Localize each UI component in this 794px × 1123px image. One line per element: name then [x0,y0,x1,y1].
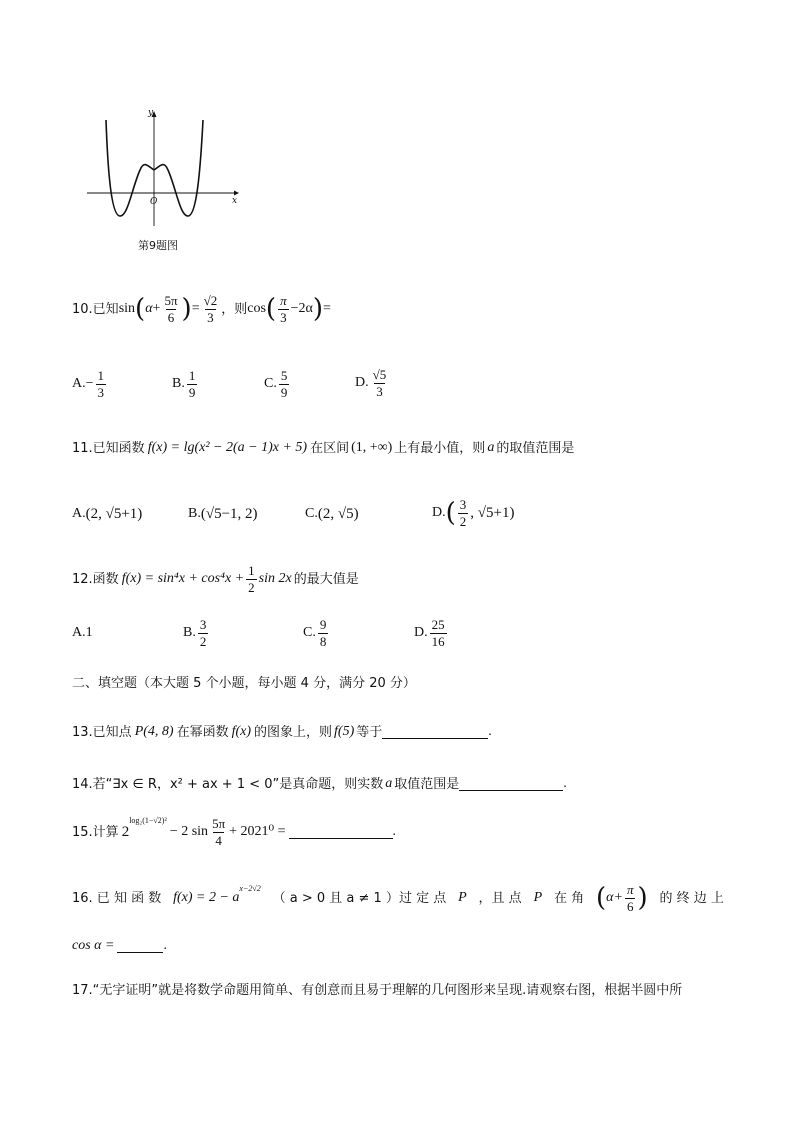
q16-formula-group [173,884,261,905]
q10-prefix: 10.已知 [72,301,119,317]
q16-exp: x−2√2 [239,884,261,893]
option-text: (2, √5+1) [85,505,143,522]
option-label: B. [188,506,201,521]
q12-option-b[interactable] [183,616,210,650]
q16-p: P [458,890,467,905]
x-axis-arrow [234,191,239,196]
paren-open: ( [135,294,146,324]
q13-func: f(x) [231,724,252,739]
option-label: D. [432,505,446,520]
q13-val: f(5) [334,724,355,739]
option-label: A. [72,376,86,391]
q12-option-a[interactable] [72,618,93,648]
option-label: B. [183,625,196,640]
q15-minus: − 2 sin [169,824,209,839]
option-frac: $\frac{√5}{3}$ [372,366,387,399]
option-label: D. [355,375,369,390]
q10-mid: ，则 [221,301,248,317]
option-frac: $\frac{1}{9}$ [188,367,196,400]
option-paren: ( [445,498,456,528]
q16-alpha: α+ [606,890,623,905]
q15-base: 2 [121,823,130,840]
q16-prefix: 16. 已 知 函 数 [72,890,162,906]
figure-9 [82,108,242,253]
q15-frac: $\frac{5\pi}{4}$ [212,815,226,848]
q11-interval: (1, +∞) [351,440,393,455]
option-text: (2, √5) [317,505,359,522]
option-text: 1 [85,625,93,640]
option-frac: $\frac{1}{3}$ [97,367,105,400]
q16-formula: f(x) = 2 − a [173,890,240,905]
q10-frac3: $\frac{\pi}{3}$ [280,292,287,325]
q14-prefix: 14.若“∃x ∈ R，x² + ax + 1 < 0”是真命题，则实数 [72,776,384,792]
question-11 [72,436,574,460]
q10-frac1: $\frac{5\pi}{6}$ [164,292,178,325]
q13-prefix: 13.已知点 [72,724,132,740]
y-axis-label: y [148,108,154,118]
q10-eq: = [191,301,200,316]
option-label: A. [72,506,86,521]
option-frac: $\frac{25}{16}$ [431,616,445,649]
q16-p2: P [533,890,543,905]
option-label: C. [303,625,316,640]
question-10 [72,292,331,326]
answer-blank[interactable] [289,826,393,839]
q14-var: a [385,776,393,791]
q16-angle [596,883,648,913]
q16-cos: cos α = [72,938,115,953]
q11-prefix: 11.已知函数 [72,440,145,456]
function-graph [82,108,242,228]
paren-close: ) [181,294,192,324]
q13-end: . [488,724,492,739]
q10-option-c[interactable] [264,368,291,400]
q10-tail: = [322,301,331,316]
paren-open: ( [596,883,607,913]
q12-after: sin 2x [258,571,292,586]
q16-mid2: 在 角 [554,890,585,906]
paren-close: ) [312,294,323,324]
option-frac: $\frac{9}{8}$ [319,616,327,649]
q10-cos: cos [247,301,266,316]
paren-close: ) [637,883,648,913]
q13-tail: 等于 [356,724,383,740]
q11-formula: f(x) = lg(x² − 2(a − 1)x + 5) [147,440,308,455]
x-axis-label: x [232,196,238,206]
option-frac: $\frac{3}{2}$ [459,496,467,529]
q16-cond: （ a > 0 且 a ≠ 1 ）过 定 点 [272,890,447,906]
figure-caption: 第9题图 [138,239,178,252]
q13-mid: 在幂函数 [176,724,229,740]
q13-mid2: 的图象上，则 [254,724,333,740]
option-frac: $\frac{5}{9}$ [280,367,288,400]
q11-option-b[interactable] [188,502,258,526]
q10-plus: + [152,301,161,316]
q14-end: . [563,776,567,791]
q16-end: . [163,938,167,953]
q11-var: a [487,440,495,455]
option-sign: − [85,376,94,391]
q11-mid: 在区间 [310,440,350,456]
q11-option-a[interactable] [72,502,142,526]
q11-tail: 的取值范围是 [496,440,575,456]
q10-option-a[interactable] [72,368,108,400]
q10-frac2: $\frac{√2}{3}$ [203,292,218,325]
q12-frac: $\frac{1}{2}$ [248,562,255,595]
option-rest: , √5+1) [470,504,515,521]
q10-minus2a: −2α [290,301,313,316]
q12-option-c[interactable] [303,616,330,650]
answer-blank[interactable] [117,940,163,953]
origin-label: O [150,197,158,207]
q16-mid: ，且 点 [478,890,522,906]
option-label: A. [72,625,86,640]
question-16 [72,880,724,916]
paren-open: ( [265,294,277,324]
q15-prefix: 15.计算 [72,824,119,840]
question-12 [72,562,359,596]
section-2-title: 二、填空题（本大题 5 个小题，每小题 4 分，满分 20 分） [72,676,416,691]
q10-sin: sin [118,301,136,316]
q15-exp: log₂(1−√2)² [129,816,167,825]
q10-option-b[interactable] [172,368,199,400]
option-label: D. [414,625,428,640]
q12-formula: f(x) = sin⁴x + cos⁴x + [121,571,245,586]
q10-option-d[interactable] [355,366,390,400]
q11-option-c[interactable] [305,502,359,526]
option-text: (√5−1, 2) [200,505,258,522]
q12-tail: 的最大值是 [293,571,359,587]
q15-plus: + 2021⁰ = [229,824,286,839]
q15-end: . [392,824,397,839]
q14-tail: 取值范围是 [394,776,460,792]
option-label: C. [264,376,277,391]
question-15 [72,814,396,850]
question-13 [72,722,492,742]
q12-prefix: 12.函数 [72,571,119,587]
q13-point: P(4, 8) [134,724,174,739]
q11-suffix: 上有最小值，则 [394,440,486,456]
q12-option-d[interactable] [414,616,449,650]
q11-option-d[interactable] [432,496,514,530]
question-17: 17.“无字证明”就是将数学命题用简单、有创意而且易于理解的几何图形来呈现.请观察右图，根据半圆中所 [72,983,683,998]
answer-blank[interactable] [459,778,563,791]
q16-tail: 的 终 边 上 [659,890,724,906]
question-14 [72,774,567,794]
q10-alpha: α [145,301,153,316]
question-16-line2 [72,936,167,956]
q16-frac: $\frac{\pi}{6}$ [626,881,634,914]
option-label: B. [172,376,185,391]
answer-blank[interactable] [382,726,488,739]
option-label: C. [305,506,318,521]
option-frac: $\frac{3}{2}$ [199,616,207,649]
